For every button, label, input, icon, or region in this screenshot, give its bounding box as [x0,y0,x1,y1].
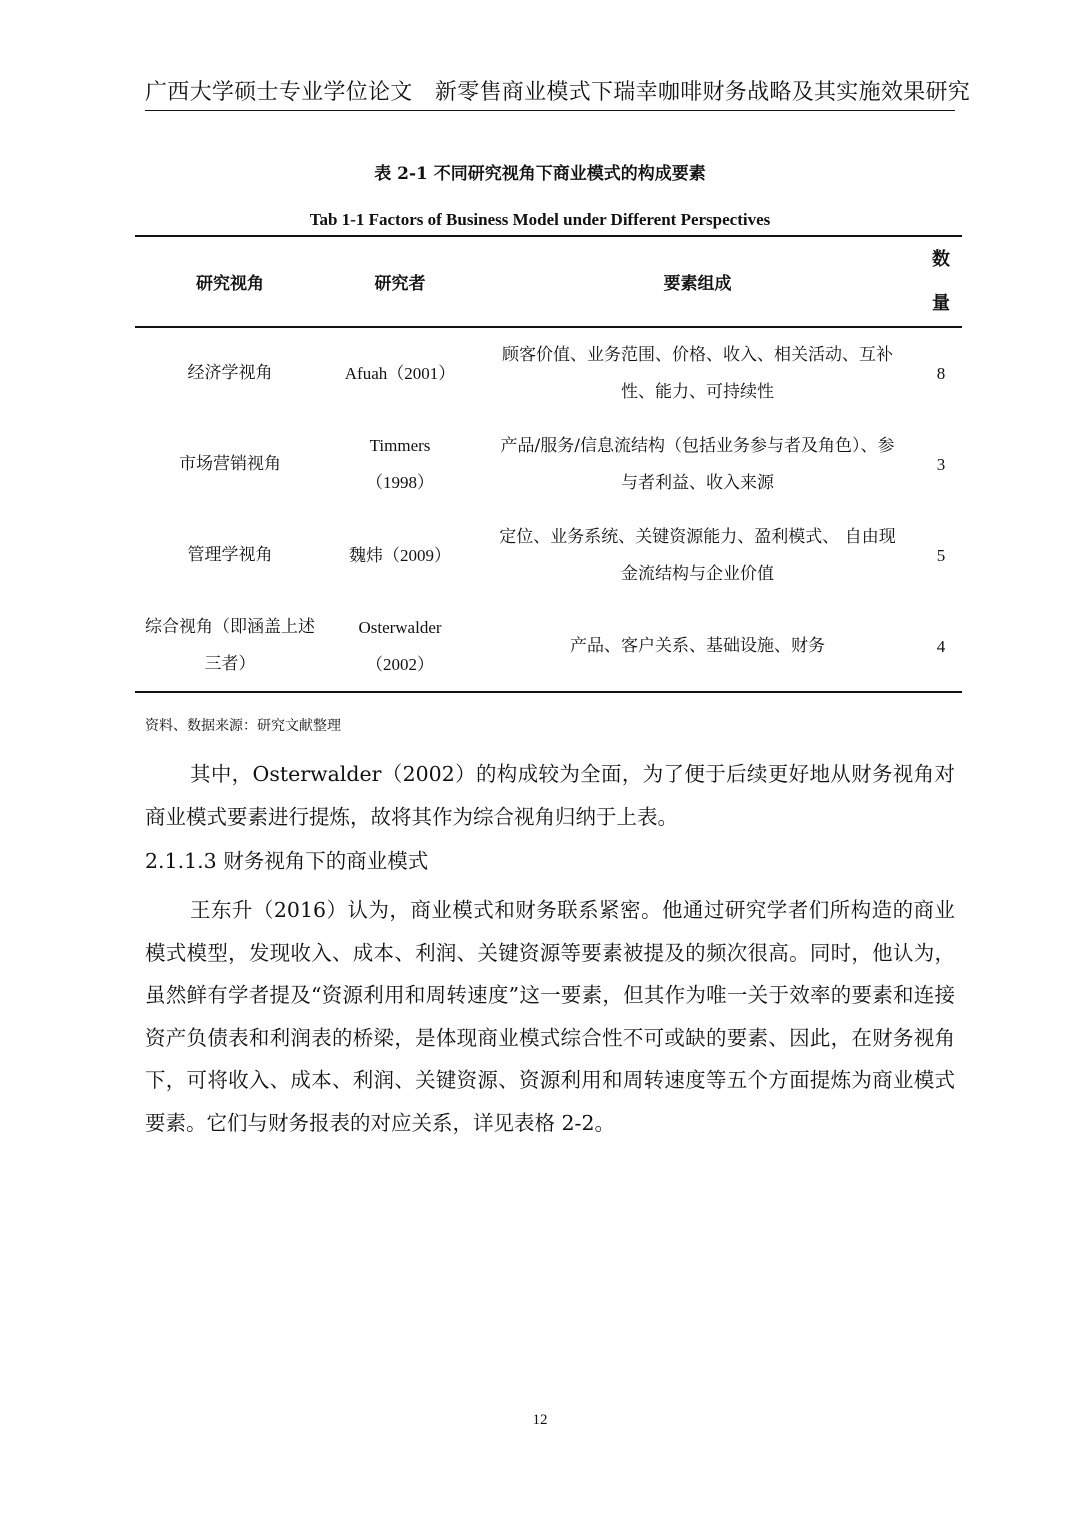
cell-perspective: 管理学视角 [187,545,273,565]
cell-elements: 顾客价值、业务范围、价格、收入、相关活动、互补性、能力、可持续性 [502,344,893,402]
cell-researcher: Timmers（1998） [366,436,434,492]
cell-perspective: 市场营销视角 [179,454,281,474]
cell-elements: 产品/服务/信息流结构（包括业务参与者及角色）、参与者利益、收入来源 [500,435,895,493]
cell-count: 3 [936,455,946,474]
cell-elements: 定位、业务系统、关键资源能力、盈利模式、 自由现金流结构与企业价值 [499,526,896,584]
body-paragraph-1: 其中，Osterwalder（2002）的构成较为全面，为了便于后续更好地从财务视角对商业模式要素进行提炼，故将其作为综合视角归纳于上表。 [145,762,955,829]
section-heading: 2.1.1.3 财务视角下的商业模式 [145,849,429,873]
cell-perspective: 经济学视角 [187,363,273,383]
cell-elements: 产品、客户关系、基础设施、财务 [475,601,920,692]
header-count: 数量 [932,248,950,314]
cell-count: 4 [920,601,962,692]
table-row [135,419,962,510]
table-caption-en: Tab 1-1 Factors of Business Model under Different Perspectives [309,210,771,229]
running-header: 广西大学硕士专业学位论文 新零售商业模式下瑞幸咖啡财务战略及其实施效果研究 [145,80,971,105]
cell-count: 5 [936,546,946,565]
table-header-row [135,236,962,327]
header-elements: 要素组成 [475,236,920,327]
cell-researcher: Osterwalder（2002） [325,601,475,692]
table-row [135,510,962,601]
cell-researcher: Afuah（2001） [344,363,456,383]
business-model-factors-table [135,235,962,693]
header-perspective: 研究视角 [135,236,325,327]
page-number: 12 [532,1412,548,1428]
header-divider [145,110,955,111]
header-researcher: 研究者 [325,236,475,327]
table-caption-cn: 表 2-1 不同研究视角下商业模式的构成要素 [374,164,706,184]
header-count-cell [920,236,962,327]
cell-researcher: 魏炜（2009） [349,545,451,565]
table-row [135,327,962,419]
table-source-note: 资料、数据来源：研究文献整理 [145,718,341,734]
table-row [135,601,962,692]
cell-perspective: 综合视角（即涵盖上述三者） [135,601,325,692]
cell-count: 8 [936,364,946,383]
body-paragraph-2: 王东升（2016）认为，商业模式和财务联系紧密。他通过研究学者们所构造的商业模式模型，发现收入、成本、利润、关键资源等要素被提及的频次很高。同时，他认为，虽然鲜有学者提及“资源利用和周转速度”这一要素，但其作为唯一关于效率的要素和连接资产负债表和利润表的桥梁，是体现商业模式综合性不可或缺的要素、因此，在财务视角下，可将收入、成本、利润、关键资源、资源利用和周转速度等五个方面提炼为商业模式要素。它们与财务报表的对应关系，详见表格 2-2。 [145,898,955,1135]
